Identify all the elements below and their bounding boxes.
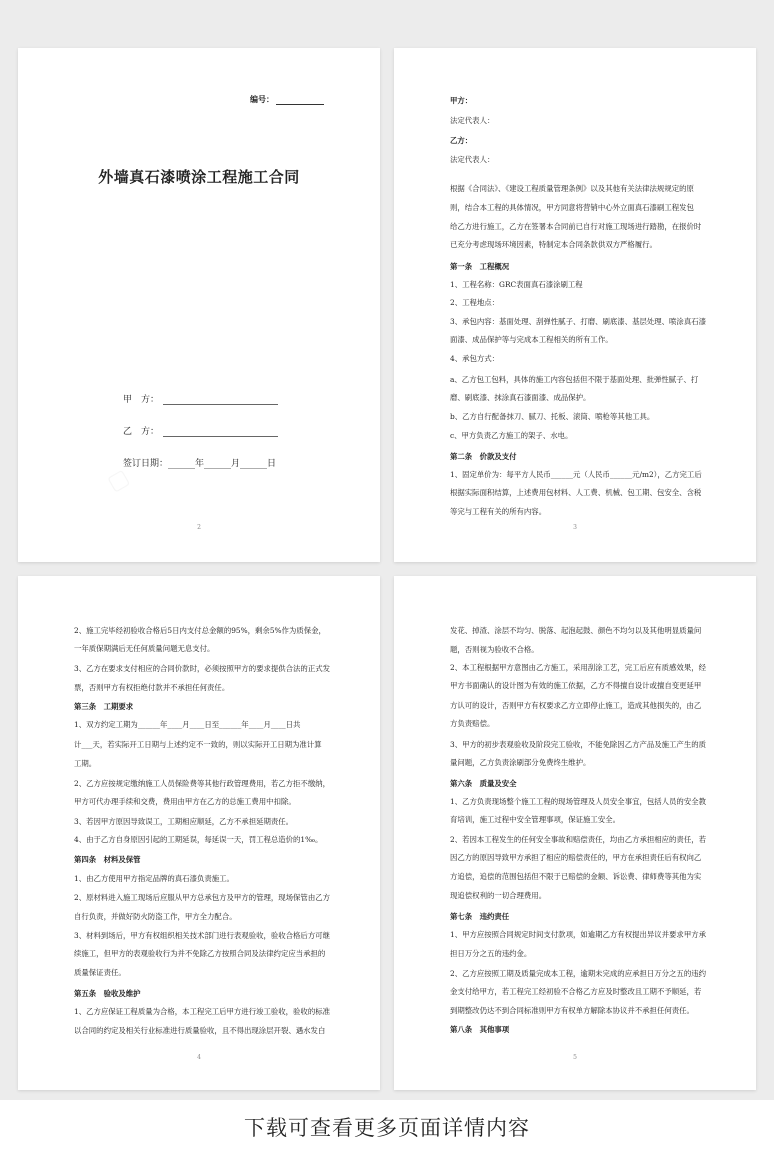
party-b-field [123,424,278,437]
section-heading: 甲方： [450,96,473,105]
document-page-5 [394,576,756,1090]
text-line: 发花、掉渣、涂层不均匀、脱落、起泡起鼓、颜色不均匀以及其他明显质量问 [450,626,702,635]
text-line: 4、由于乙方自身原因引起的工期延误，每延误一天，罚工程总造价的1‰。 [74,835,323,844]
contract-title: 外墙真石漆喷涂工程施工合同 [98,168,300,186]
text-line: 育培训，施工过程中安全管理事项，保证施工安全。 [450,815,620,824]
text-line: 一年质保期满后无任何质量问题无息支付。 [74,644,215,653]
page-number: 4 [197,1054,201,1061]
text-line: 到期整改仍达不到合同标准则甲方有权单方解除本协议并不承担任何责任。 [450,1006,694,1015]
text-line: 3、材料到场后，甲方有权组织相关技术部门进行表观验收，验收合格后方可继 [74,931,330,940]
serial-number-field [250,94,324,105]
text-line: 1、工程名称：GRC表面真石漆涂刷工程 [450,280,583,289]
watermark [103,464,134,496]
section-heading: 第六条 质量及安全 [450,779,517,788]
section-heading: 第三条 工期要求 [74,702,134,711]
section-heading: 第二条 价款及支付 [450,452,517,461]
text-line: 等完与工程有关的所有内容。 [450,507,547,516]
serial-label: 编号： [250,94,274,104]
text-line: 因乙方的原因导致甲方承担了相应的赔偿责任的，甲方在承担责任后有权向乙 [450,853,702,862]
text-line: 以合同的约定及相关行业标准进行质量验收，且不得出现涂层开裂、遇水发白 [74,1026,326,1035]
text-line: 2、若因本工程发生的任何安全事故和赔偿责任，均由乙方承担相应的责任，若 [450,835,706,844]
text-line: 现追偿权利的一切合理费用。 [450,891,547,900]
text-line: 2、乙方应按照工期及质量完成本工程，逾期未完成的应承担日万分之五的违约 [450,969,706,978]
document-page-2 [18,48,380,562]
text-line: 担日万分之五的违约金。 [450,949,532,958]
text-line: 2、乙方应按规定缴纳施工人员保险费等其他行政管理费用，若乙方拒不缴纳， [74,779,330,788]
text-line: b、乙方自行配备抹刀、腻刀、托板、滚筒、喷枪等其他工具。 [450,412,655,421]
text-line: 根据实际面积结算，上述费用包材料、人工费、机械、包工期、包安全、含税 [450,488,702,497]
text-line: 1、固定单价为：每平方人民币______元（人民币______元/m2），乙方完工后 [450,470,702,479]
party-a-field [123,392,278,405]
text-line: 量问题，乙方负责涂刷部分免费终生维护。 [450,758,591,767]
text-line: 方负责赔偿。 [450,719,495,728]
section-heading: 第四条 材料及保管 [74,855,141,864]
party-b-blank [163,427,278,437]
signing-date: 签订日期：______年______月______日 [123,459,277,469]
text-line: 1、乙方负责现场整个施工工程的现场管理及人员安全事宜，包括人员的安全教 [450,797,706,806]
text-line: 1、双方约定工期为______年____月____日至______年____月____日共 [74,720,301,729]
text-line: 方追偿，追偿的范围包括但不限于已赔偿的金额、诉讼费、律师费等其他为实 [450,872,702,881]
text-line: 已充分考虑现场环境因素，特制定本合同条款供双方严格履行。 [450,240,657,249]
text-line: 自行负责，并做好防火防盗工作，甲方全力配合。 [74,912,237,921]
download-more-banner[interactable] [0,1100,774,1168]
document-page-3 [394,48,756,562]
text-line: 2、原材料进入施工现场后应服从甲方总承包方及甲方的管理，现场保管由乙方 [74,893,330,902]
section-heading: 乙方： [450,136,473,145]
section-heading: 第五条 验收及维护 [74,989,141,998]
party-a-label: 甲 方： [123,395,160,405]
page-number: 2 [197,524,201,531]
text-line: 工期。 [74,759,97,768]
text-line: 2、施工完毕经初验收合格后5日内支付总金额的95%，剩余5%作为质保金， [74,626,326,635]
text-line: 根据《合同法》、《建设工程质量管理条例》以及其他有关法律法规规定的原 [450,184,694,193]
text-line: 甲方书面确认的设计图为有效的施工依据，乙方不得擅自设计或擅自变更延甲 [450,681,702,690]
party-a-blank [163,395,278,405]
text-line: 法定代表人： [450,155,495,164]
text-line: 2、工程地点： [450,298,500,307]
page-number: 5 [573,1054,577,1061]
text-line: 计___天，若实际开工日期与上述约定不一致的，则以实际开工日期为准计算 [74,740,322,749]
text-line: a、乙方包工包料，具体的施工内容包括但不限于基面处理、批弹性腻子、打 [450,375,699,384]
section-heading: 第七条 违约责任 [450,912,510,921]
text-line: 4、承包方式： [450,354,500,363]
text-line: 续施工，但甲方的表观验收行为并不免除乙方按照合同及法律约定应当承担的 [74,949,326,958]
text-line: 1、乙方应保证工程质量为合格，本工程完工后甲方进行竣工验收，验收的标准 [74,1007,330,1016]
text-line: 面漆、成品保护等与完成本工程相关的所有工作。 [450,335,613,344]
text-line: 给乙方进行施工，乙方在签署本合同前已自行对施工现场进行踏勘，在报价时 [450,222,702,231]
text-line: 3、若因甲方原因导致误工，工期相应顺延，乙方不承担延期责任。 [74,817,294,826]
text-line: 3、承包内容：基面处理、刮弹性腻子、打磨、刷底漆、基层处理、喷涂真石漆 [450,317,706,326]
download-more-text[interactable]: 下载可查看更多页面详情内容 [244,1116,530,1140]
section-heading: 第一条 工程概况 [450,262,510,271]
text-line: 法定代表人： [450,116,495,125]
text-line: 方认可的设计，否则甲方有权要求乙方立即停止施工，造成其他损失的，由乙 [450,701,702,710]
text-line: 金支付给甲方，若工程完工经初验不合格乙方应及时整改且工期不予顺延，若 [450,987,702,996]
section-heading: 第八条 其他事项 [450,1025,510,1034]
text-line: 磨、刷底漆、抹涂真石漆面漆、成品保护。 [450,393,591,402]
text-line: 票，否则甲方有权拒绝付款并不承担任何责任。 [74,683,230,692]
page-number: 3 [573,524,577,531]
text-line: 1、由乙方使用甲方指定品牌的真石漆负责施工。 [74,874,234,883]
serial-blank [276,96,324,105]
text-line: 2、本工程根据甲方意图由乙方施工，采用刮涂工艺，完工后应有质感效果，经 [450,663,706,672]
text-line: 3、甲方的初步表观验收及阶段完工验收，不能免除因乙方产品及施工产生的质 [450,740,706,749]
text-line: 3、乙方在要求支付相应的合同价款时，必须按照甲方的要求提供合法的正式发 [74,664,330,673]
text-line: 题，否则视为验收不合格。 [450,645,539,654]
text-line: 1、甲方应按照合同规定时间支付款项，如逾期乙方有权提出异议并要求甲方承 [450,930,706,939]
party-b-label: 乙 方： [123,427,160,437]
document-page-4 [18,576,380,1090]
text-line: c、甲方负责乙方施工的架子、水电。 [450,431,573,440]
text-line: 则，结合本工程的具体情况，甲方同意将营销中心外立面真石漆刷工程发包 [450,203,694,212]
text-line: 甲方可代办理手续和交费，费用由甲方在乙方的总施工费用中扣除。 [74,797,296,806]
text-line: 质量保证责任。 [74,968,126,977]
